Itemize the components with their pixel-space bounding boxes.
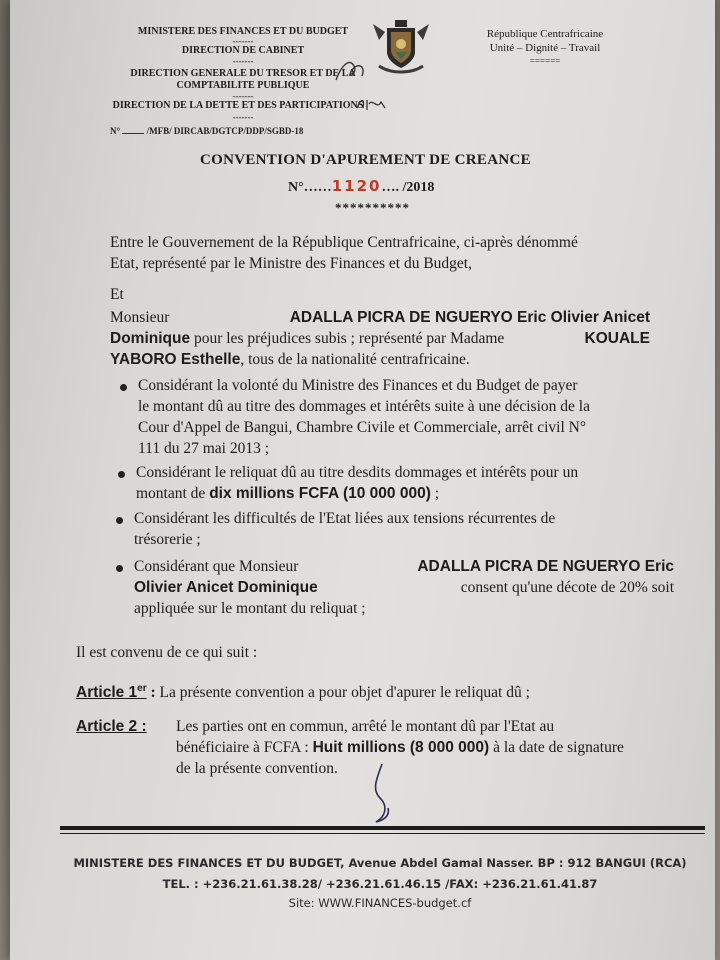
bullet-line: 111 du 27 mai 2013 ; bbox=[138, 440, 270, 457]
article-2-line: de la présente convention. bbox=[176, 760, 338, 777]
header-republic: République Centrafricaine bbox=[486, 28, 604, 40]
bullet-line: Cour d'Appel de Bangui, Chambre Civile et Commerciale, arrêt civil N° bbox=[138, 419, 587, 436]
party-name: ADALLA PICRA DE NGUERYO Eric Olivier Anicet bbox=[289, 309, 650, 326]
header-separator: ====== bbox=[529, 56, 561, 66]
header-treasury-line2: COMPTABILITE PUBLIQUE bbox=[176, 80, 310, 91]
reference-prefix: N° bbox=[110, 126, 121, 136]
header-separator: ------- bbox=[232, 91, 254, 101]
article-1-label bbox=[76, 684, 147, 701]
intro-line: Etat, représenté par le Ministre des Finances et du Budget, bbox=[110, 255, 472, 272]
footer-website: Site: WWW.FINANCES-budget.cf bbox=[288, 896, 472, 910]
bullet-line: Considérant la volonté du Ministre des Finances et du Budget de payer bbox=[138, 377, 578, 394]
parties-line bbox=[110, 328, 650, 349]
reference-code: /MFB/ DIRCAB/DGTCP/DDP/SGBD-18 bbox=[146, 126, 304, 136]
header-separator: ------- bbox=[232, 56, 254, 66]
intro-paragraph bbox=[110, 232, 640, 274]
article-1-label-text: Article 1 bbox=[76, 684, 138, 702]
parties-line bbox=[110, 307, 650, 328]
bullet-text: Considérant que Monsieur bbox=[134, 558, 299, 575]
party-name-cont: Dominique bbox=[110, 330, 191, 347]
title-stars: ********** bbox=[335, 200, 410, 215]
footer-phone: TEL. : +236.21.61.38.28/ +236.21.61.46.15 /FAX: +236.21.61.41.87 bbox=[162, 877, 598, 891]
bullet-consideration-4 bbox=[134, 556, 674, 619]
article-2-text: bénéficiaire à FCFA : bbox=[176, 739, 309, 756]
amount-text: dix millions FCFA (10 000 000) bbox=[209, 485, 431, 502]
number-prefix: N°…… bbox=[288, 180, 332, 195]
bullet-line bbox=[134, 556, 674, 577]
party-name: ADALLA PICRA DE NGUERYO Eric bbox=[417, 558, 674, 575]
header-reference bbox=[110, 126, 303, 136]
amount-text: Huit millions (8 000 000) bbox=[312, 739, 490, 756]
article-2-text: à la date de signature bbox=[489, 739, 624, 756]
bullet-dot-icon bbox=[120, 384, 127, 391]
agreed-statement: Il est convenu de ce qui suit : bbox=[76, 644, 258, 661]
header-motto: Unité – Dignité – Travail bbox=[489, 42, 601, 54]
rep-name-cont: YABORO Esthelle bbox=[110, 351, 241, 368]
party-text: , tous de la nationalité centrafricaine. bbox=[240, 351, 470, 368]
header-debt-direction: DIRECTION DE LA DETTE ET DES PARTICIPATIONS bbox=[112, 100, 364, 111]
handwritten-number: 1120 bbox=[331, 177, 382, 195]
bullet-line: trésorerie ; bbox=[134, 531, 201, 548]
article-1-colon: : bbox=[146, 684, 156, 702]
article-1-text: La présente convention a pour objet d'apurer le reliquat dû ; bbox=[159, 684, 530, 702]
header-separator: ------- bbox=[232, 112, 254, 122]
et-label: Et bbox=[110, 286, 124, 303]
article-1-sup: er bbox=[137, 683, 147, 694]
bullet-line bbox=[134, 577, 674, 598]
article-2-label-text: Article 2 : bbox=[76, 718, 147, 735]
header-cabinet: DIRECTION DE CABINET bbox=[181, 45, 305, 56]
coat-of-arms-icon bbox=[365, 18, 437, 80]
bullet-dot-icon bbox=[116, 565, 123, 572]
footer-rule-thin bbox=[60, 833, 705, 834]
header-treasury-line1: DIRECTION GENERALE DU TRESOR ET DE LA bbox=[130, 68, 356, 79]
convention-number bbox=[288, 177, 434, 196]
bullet-consideration-2 bbox=[136, 462, 661, 504]
parties-line bbox=[110, 349, 650, 370]
header-ministry: MINISTERE DES FINANCES ET DU BUDGET bbox=[137, 26, 349, 37]
party-text: pour les préjudices subis ; représenté par Madame bbox=[193, 330, 505, 347]
article-2-line bbox=[176, 737, 696, 758]
number-suffix: …. /2018 bbox=[381, 180, 435, 195]
bullet-text: consent qu'une décote de 20% soit bbox=[460, 579, 674, 596]
footer-rule-thick bbox=[60, 826, 705, 830]
header-separator: ------- bbox=[232, 36, 254, 46]
bullet-dot-icon bbox=[118, 471, 125, 478]
rep-name: KOUALE bbox=[584, 330, 650, 347]
bullet-text: montant de bbox=[136, 485, 206, 502]
bullet-dot-icon bbox=[116, 517, 123, 524]
article-2-line: Les parties ont en commun, arrêté le montant dû par l'Etat au bbox=[176, 718, 555, 735]
bullet-line: le montant dû au titre des dommages et intérêts suite à une décision de la bbox=[138, 398, 590, 415]
signature-icon bbox=[362, 760, 402, 830]
document-page bbox=[10, 0, 715, 960]
bullet-text: ; bbox=[430, 485, 440, 502]
bullet-line bbox=[136, 483, 661, 504]
bullet-line: Considérant le reliquat dû au titre desdits dommages et intérêts pour un bbox=[136, 464, 579, 481]
party-name: Olivier Anicet Dominique bbox=[134, 579, 318, 596]
party-prefix: Monsieur bbox=[110, 309, 170, 326]
parties-paragraph bbox=[110, 307, 650, 370]
bullet-line: appliquée sur le montant du reliquat ; bbox=[134, 600, 366, 617]
initials-signature-icon bbox=[355, 94, 389, 114]
bullet-consideration-1 bbox=[138, 375, 658, 459]
footer-address: MINISTERE DES FINANCES ET DU BUDGET, Avenue Abdel Gamal Nasser. BP : 912 BANGUI (RCA) bbox=[73, 856, 687, 870]
article-2-body bbox=[176, 716, 696, 779]
intro-line: Entre le Gouvernement de la République Centrafricaine, ci-après dénommé bbox=[110, 234, 578, 251]
document-title: CONVENTION D'APUREMENT DE CREANCE bbox=[200, 152, 531, 168]
article-1 bbox=[76, 678, 676, 703]
article-2-label bbox=[76, 716, 147, 737]
bullet-line: Considérant les difficultés de l'Etat liées aux tensions récurrentes de bbox=[134, 510, 556, 527]
bullet-consideration-3 bbox=[134, 508, 666, 550]
